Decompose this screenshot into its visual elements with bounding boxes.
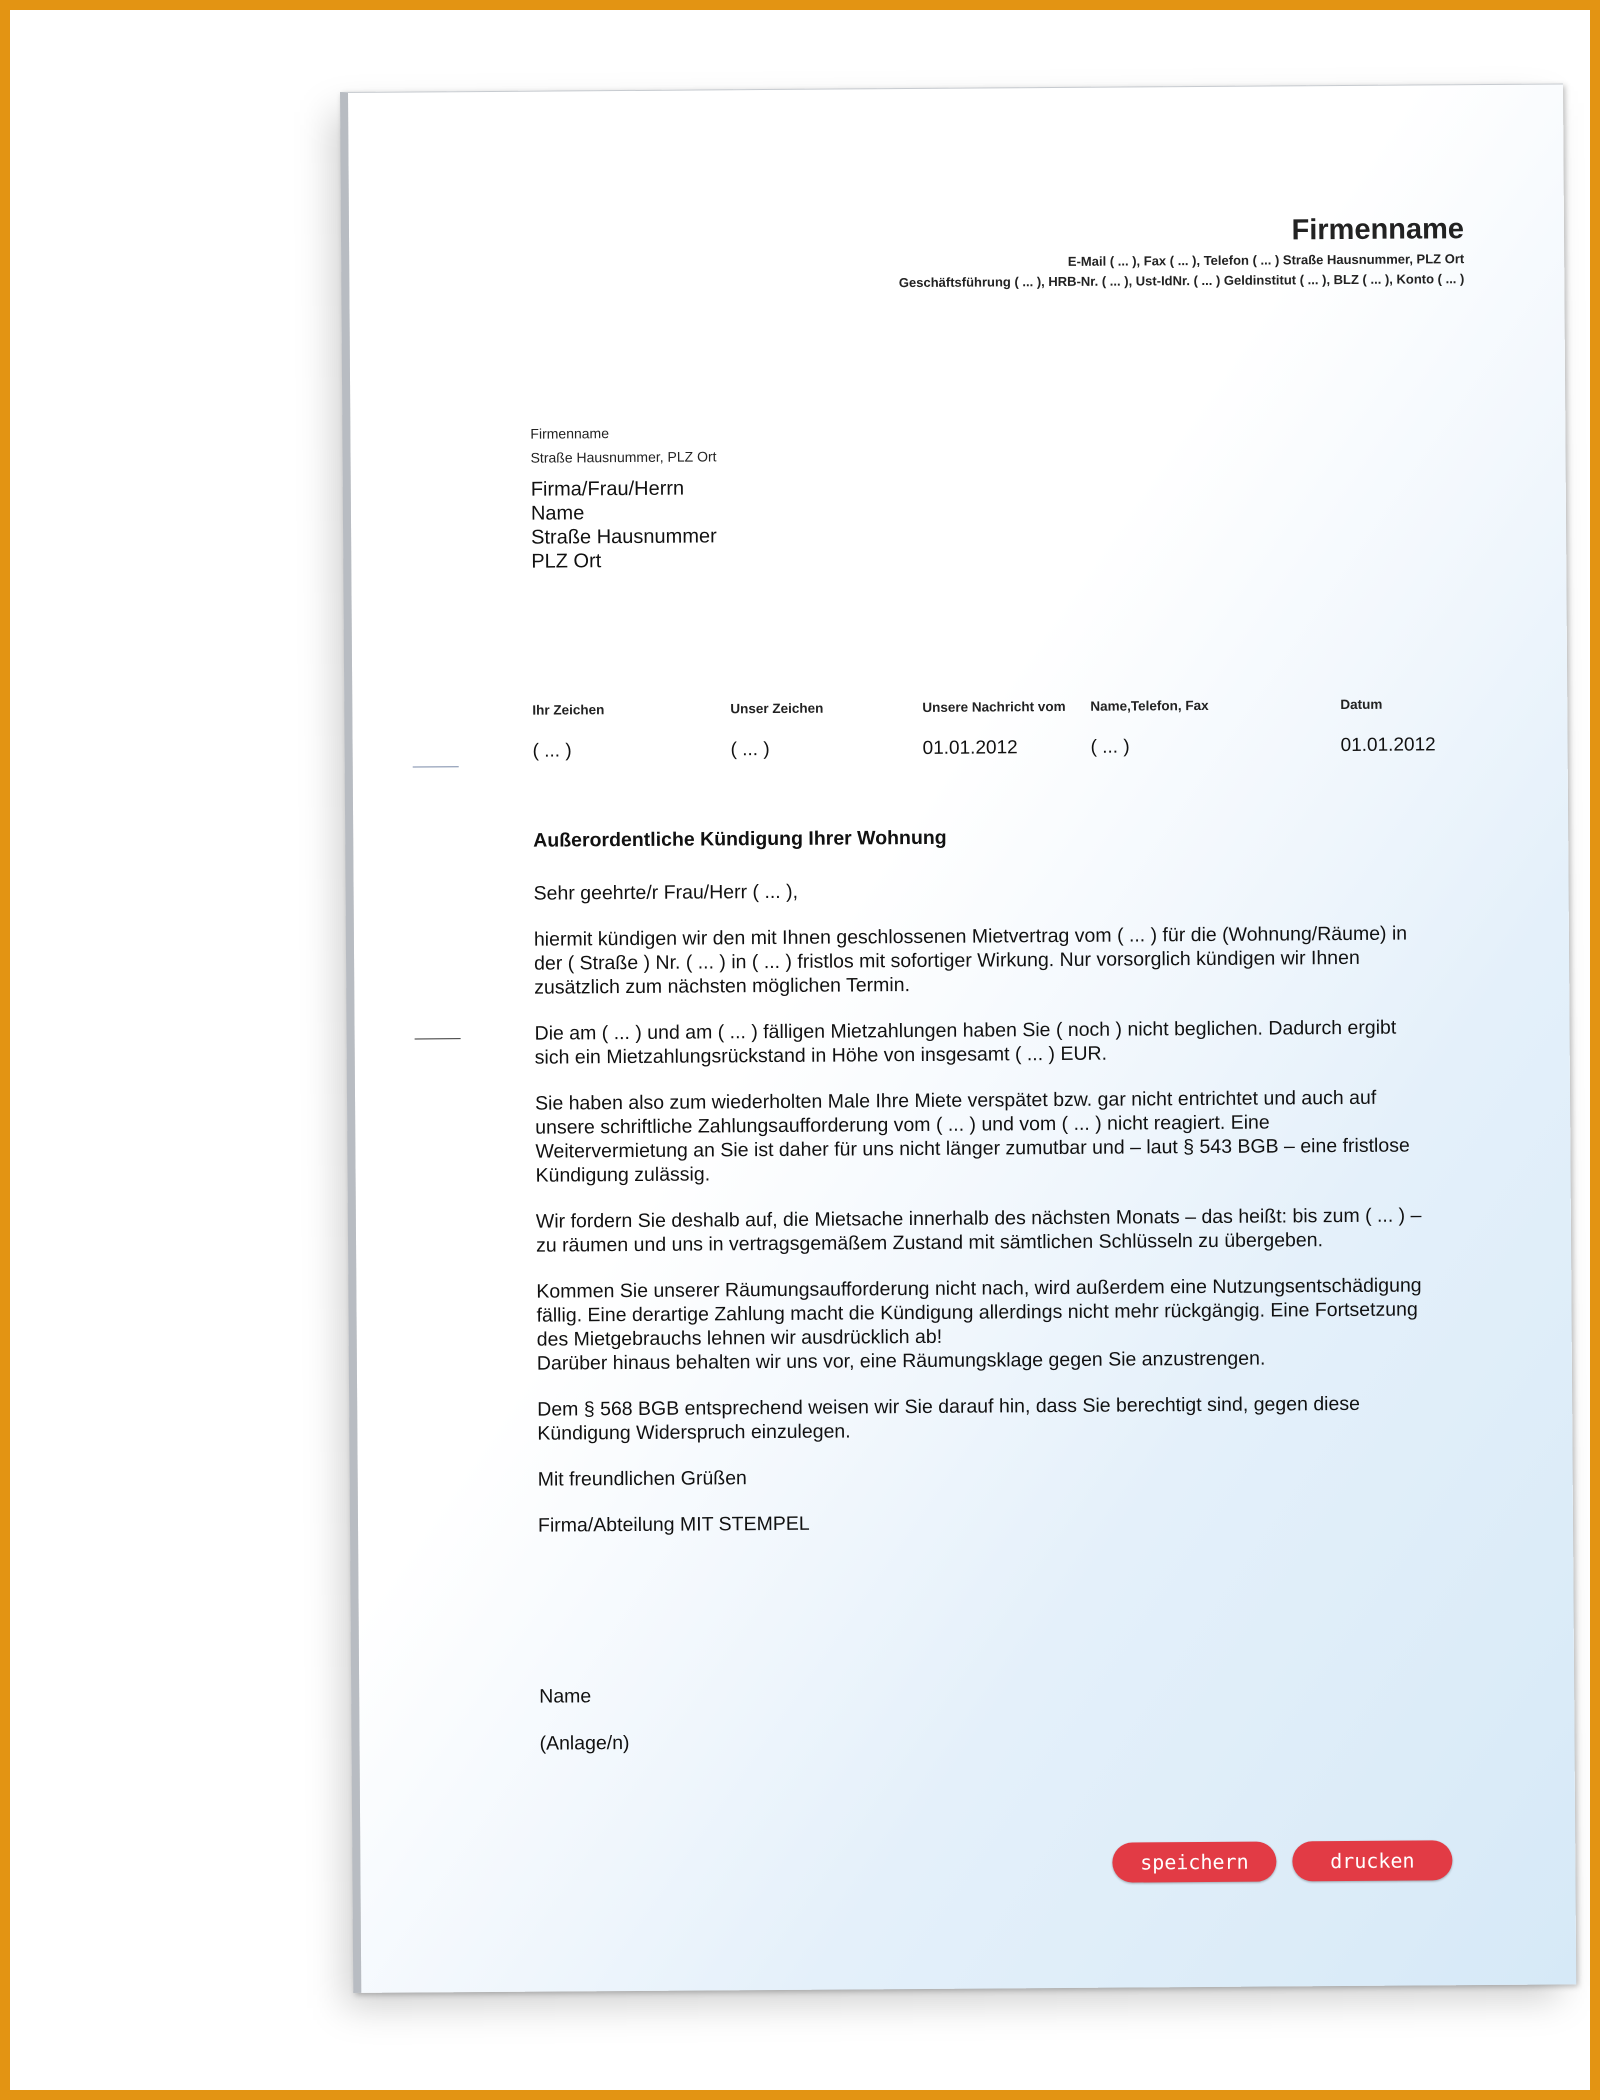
save-button[interactable]: speichern xyxy=(1112,1842,1276,1883)
signature-name: Name xyxy=(539,1685,592,1708)
letterhead-registry-line: Geschäftsführung ( ... ), HRB-Nr. ( ... ), Ust-IdNr. ( ... ) Geldinstitut ( ... ), BLZ ( ... ), Konto ( ... ) xyxy=(898,271,1465,291)
letter-body xyxy=(534,875,1454,1559)
recipient-line3: Straße Hausnummer xyxy=(531,525,717,549)
datum-value: 01.01.2012 xyxy=(1340,734,1436,757)
paragraph-4: Wir fordern Sie deshalb auf, die Mietsache innerhalb des nächsten Monats – das heißt: bis zum ( ... ) – zu räumen und uns in vertragsgemäßem Zustand mit sämtlichen Schlüsseln zu übergeben. xyxy=(535,1204,1422,1257)
recipient-address-block xyxy=(531,476,717,573)
paragraph-5: Kommen Sie unserer Räumungsaufforderung nicht nach, wird außerdem eine Nutzungsentschädigung fällig. Eine derartige Zahlung macht die Kündigung allerdings nicht mehr rückgängig. Eine Fortsetzung des Mietgebrauchs lehnen wir ausdrücklich ab! Darüber hinaus behalten wir uns vor, eine Räumungsklage gegen Sie anzustrengen. xyxy=(536,1274,1422,1375)
closing-greeting: Mit freundlichen Grüßen xyxy=(537,1467,747,1491)
sender-company: Firmenname xyxy=(530,425,610,442)
ihr-zeichen-value: ( ... ) xyxy=(532,740,572,762)
document-page xyxy=(340,83,1576,1992)
punch-mark xyxy=(415,1038,461,1039)
paragraph-3: Sie haben also zum wiederholten Male Ihre Miete verspätet bzw. gar nicht entrichtet und auch auf unsere schriftliche Zahlungsaufforderung vom ( ... ) und vom ( ... ) nicht reagiert. Eine Weitervermietung an Sie ist daher für uns nicht länger zumutbar und – laut § 543 BGB – eine fristlose Kündigung zulässig. xyxy=(534,1086,1410,1187)
print-button[interactable]: drucken xyxy=(1292,1840,1452,1881)
letterhead-company: Firmenname xyxy=(1291,213,1465,247)
datum-label: Datum xyxy=(1340,696,1383,713)
closing-department: Firma/Abteilung MIT STEMPEL xyxy=(537,1512,810,1537)
recipient-line4: PLZ Ort xyxy=(531,550,602,573)
fold-mark xyxy=(413,766,459,767)
kontakt-value: ( ... ) xyxy=(1090,736,1130,758)
paragraph-6: Dem § 568 BGB entsprechend weisen wir Sie darauf hin, dass Sie berechtigt sind, gegen diese Kündigung Widerspruch einzulegen. xyxy=(537,1392,1360,1445)
salutation: Sehr geehrte/r Frau/Herr ( ... ), xyxy=(533,880,799,905)
letter-subject: Außerordentliche Kündigung Ihrer Wohnung xyxy=(533,826,947,852)
attachments: (Anlage/n) xyxy=(539,1732,630,1755)
recipient-line2: Name xyxy=(530,502,585,525)
letterhead-contact-line: E-Mail ( ... ), Fax ( ... ), Telefon ( ... ) Straße Hausnummer, PLZ Ort xyxy=(1067,251,1465,269)
unser-zeichen-value: ( ... ) xyxy=(730,739,770,761)
recipient-line1: Firma/Frau/Herrn xyxy=(530,477,685,501)
sender-address-block xyxy=(530,420,716,469)
unser-zeichen-label: Unser Zeichen xyxy=(730,700,824,717)
paragraph-2: Die am ( ... ) und am ( ... ) fälligen Mietzahlungen haben Sie ( noch ) nicht beglichen. Dadurch ergibt sich ein Mietzahlungsrückstand in Höhe von insgesamt ( ... ) EUR. xyxy=(534,1016,1397,1069)
kontakt-label: Name,Telefon, Fax xyxy=(1090,697,1209,714)
unsere-nachricht-label: Unsere Nachricht vom xyxy=(922,698,1066,715)
paragraph-1: hiermit kündigen wir den mit Ihnen geschlossenen Mietvertrag vom ( ... ) für die (Wohnung/Räume) in der ( Straße ) Nr. ( ... ) in ( ... ) fristlos mit sofortiger Wirkung. Nur vorsorglich kündigen wir Ihnen zusätzlich zum nächsten möglichen Termin. xyxy=(533,922,1408,999)
ihr-zeichen-label: Ihr Zeichen xyxy=(532,702,605,718)
sender-address: Straße Hausnummer, PLZ Ort xyxy=(530,448,717,466)
unsere-nachricht-value: 01.01.2012 xyxy=(922,737,1018,759)
